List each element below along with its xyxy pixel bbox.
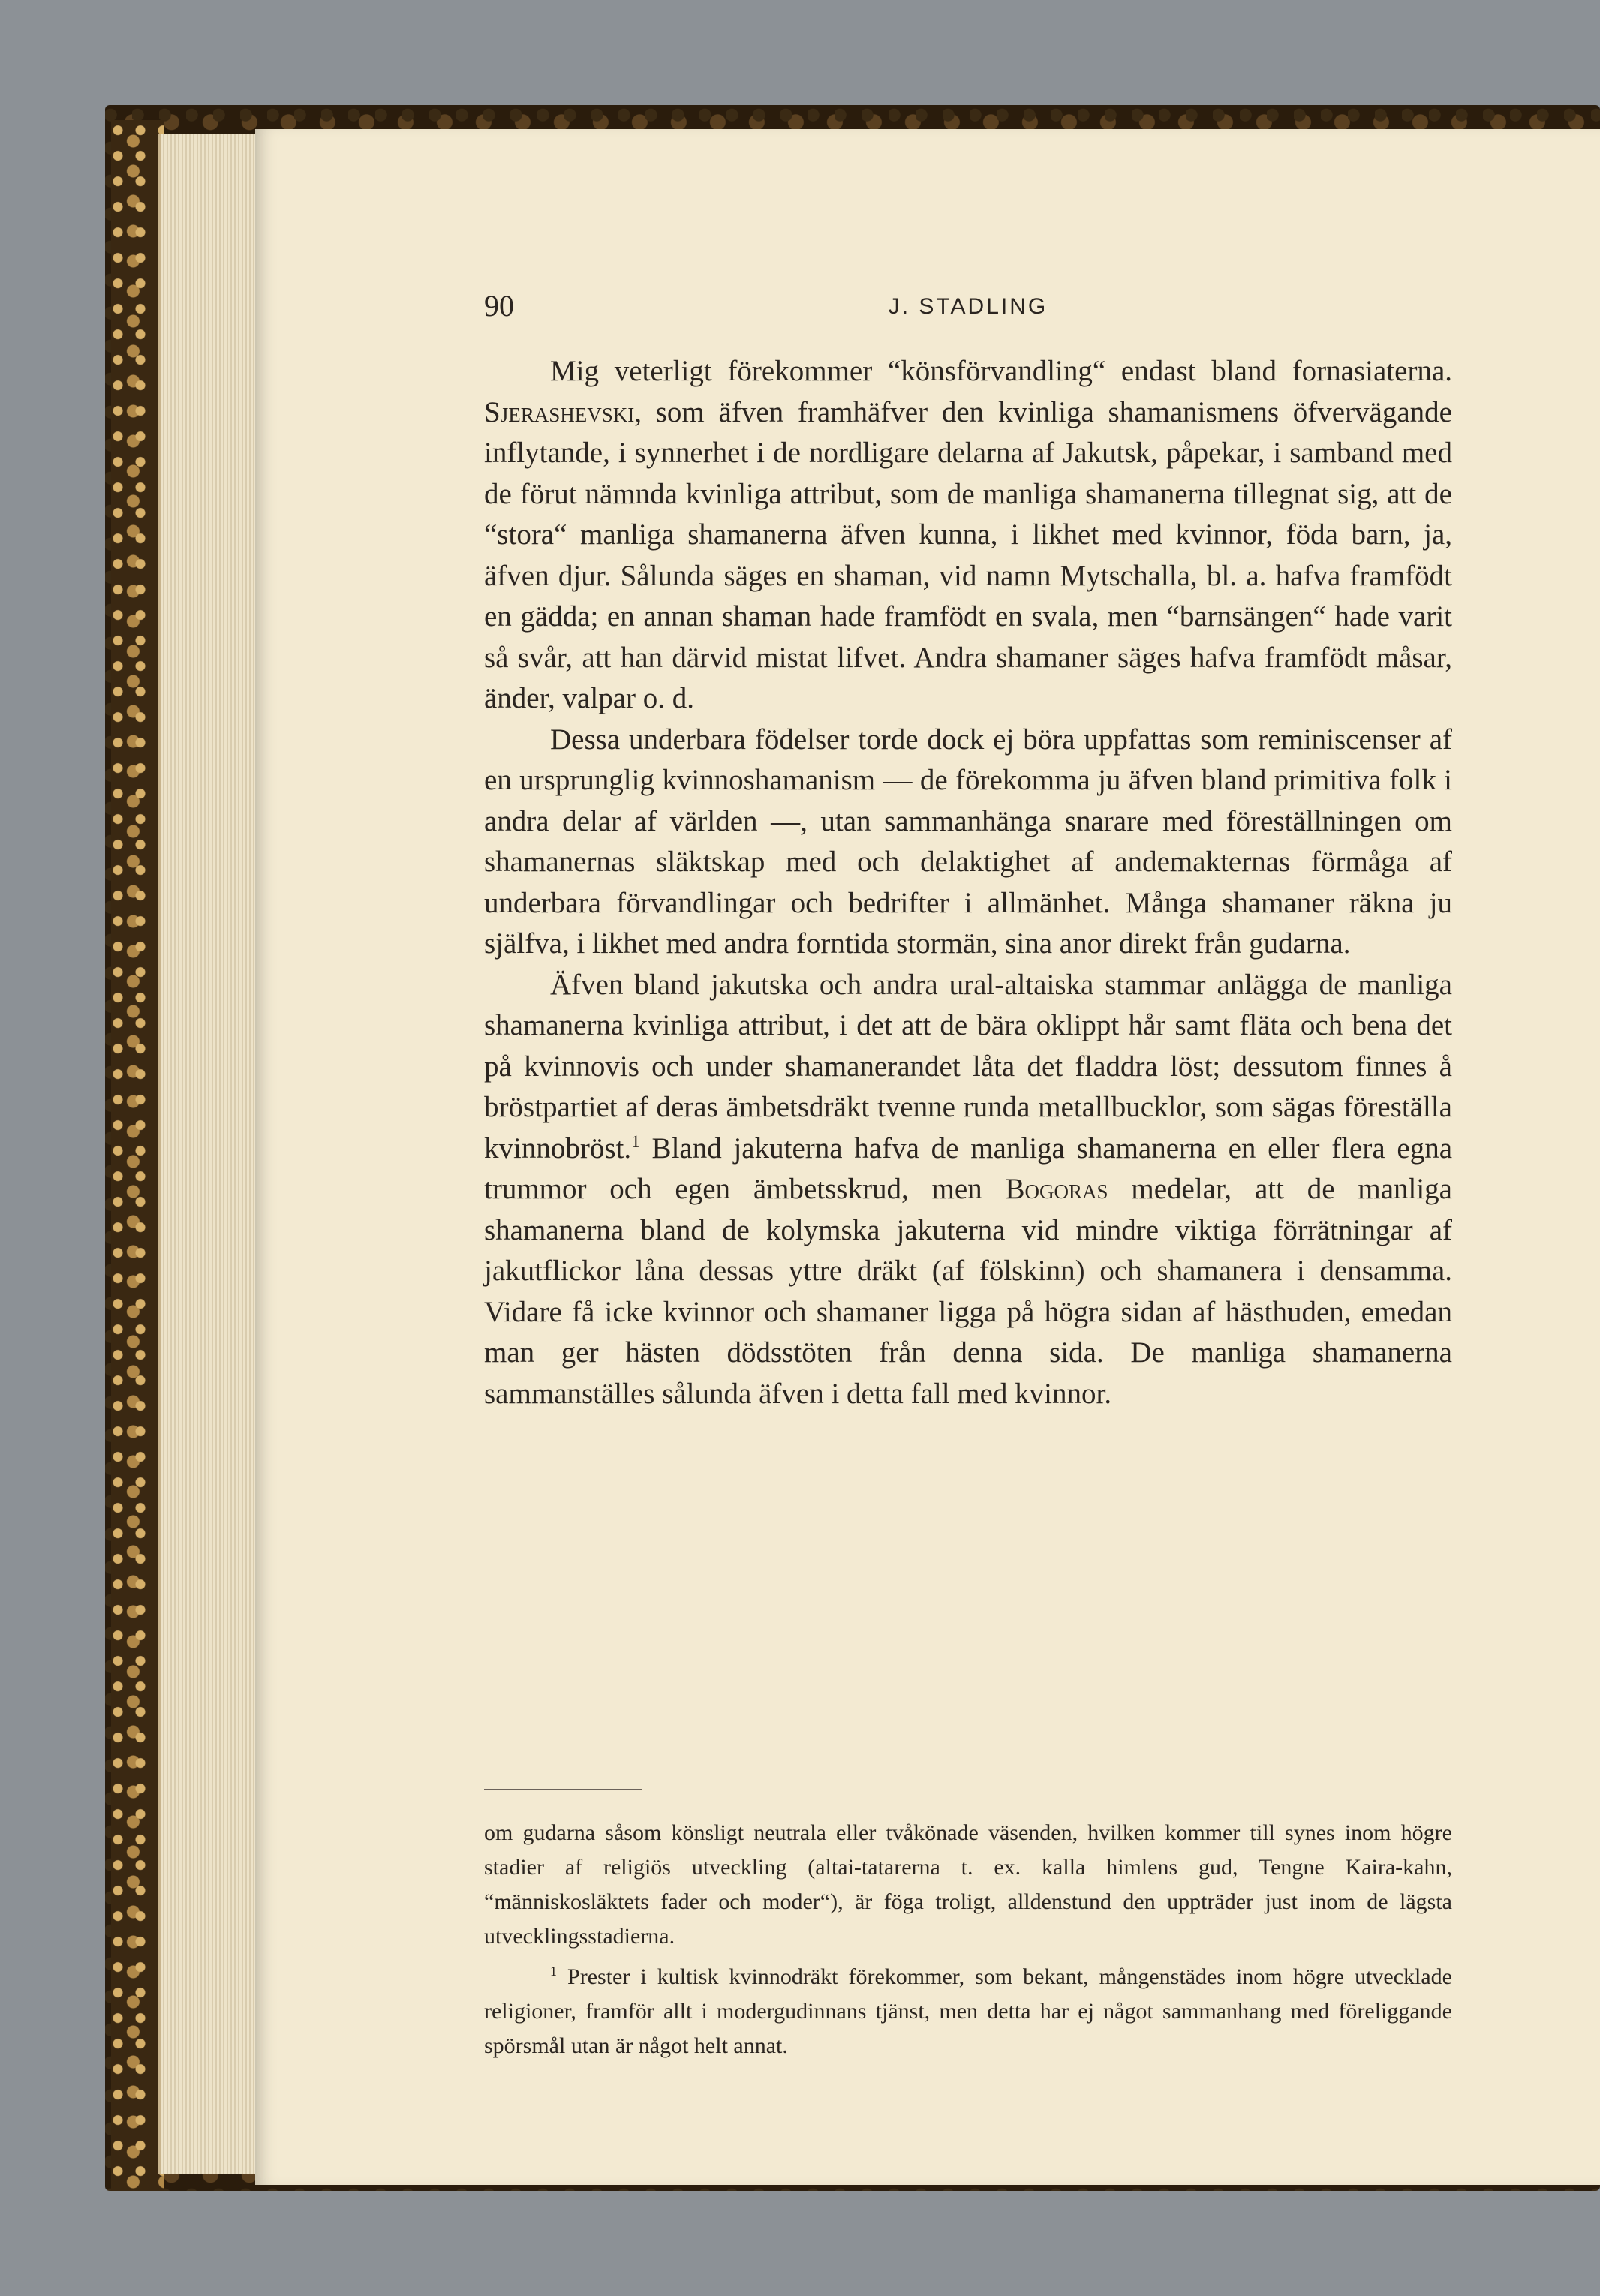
footnotes	[484, 1816, 1452, 2063]
paragraph-3-text-b: Bland jakuterna hafva de manliga shamanerna en eller flera egna trummor och egen ämbetsskrud, men	[484, 1131, 1452, 1205]
author-name-sjerashevski: Sjerashevski	[484, 395, 635, 428]
paragraph-2: Dessa underbara födelser torde dock ej böra uppfattas som reminiscenser af en ursprunglig kvinnoshamanism — de förekomma ju äfven bland primitiva folk i andra delar af världen —, utan sammanhänga snarare med föreställningen om shamanernas släktskap med och delaktighet af andemakternas förmåga af underbara förvandlingar och bedrifter i allmänhet. Många shamaner räkna ju själfva, i likhet med andra forntida stormän, sina anor direkt från gudarna.	[484, 723, 1452, 960]
running-head	[484, 288, 1452, 333]
author-name-bogoras: Bogoras	[1005, 1173, 1108, 1205]
footnote-reference: 1	[631, 1131, 640, 1152]
footnote-1-text: Prester i kultisk kvinnodräkt förekommer, som bekant, mångenstädes inom högre utvecklade religioner, framför allt i modergudinnans tjänst, men detta har ej något sammanhang med föreliggande spörsmål utan är något helt annat.	[484, 1964, 1452, 2058]
running-title: J. STADLING	[888, 294, 1048, 319]
paragraph-1	[484, 351, 1452, 720]
body-text	[484, 351, 1452, 1414]
footnote-1-mark: 1	[550, 1964, 557, 1979]
paragraph-1-text-b: , som äfven framhäfver den kvinliga shamanismens öfvervägande inflytande, i synnerhet i de nordligare delarna af Jakutsk, påpekar, i samband med de förut nämnda kvinliga attribut, som de manliga shamanerna tillegnat sig, att de “stora“ manliga shamanerna äfven kunna, i likhet med kvinnor, föda barn, ja, äfven djur. Sålunda säges en shaman, vid namn Mytschalla, bl. a. hafva framfödt en gädda; en annan shaman hade framfödt en svala, men “barnsängen“ hade varit så svår, att han därvid mistat lifvet. Andra shamaner säges hafva framfödt måsar, änder, valpar o. d.	[484, 395, 1452, 714]
paragraph-1-text-a: Mig veterligt förekommer “könsförvandling“ endast bland fornasiaterna.	[550, 355, 1452, 387]
paragraph-3-text-c: medelar, att de manliga shamanerna bland de kolymska jakuterna vid mindre viktiga förrätningar af jakutflickor låna dessas yttre dräkt (af fölskinn) och shamanera i densamma. Vidare få icke kvinnor och shamaner ligga på högra sidan af hästhuden, emedan man ger hästen dödsstöten från denna sida. De manliga shamanerna sammanställes sålunda äfven i detta fall med kvinnor.	[484, 1173, 1452, 1410]
footnote-rule	[484, 1789, 642, 1790]
page-number: 90	[484, 289, 514, 323]
paragraph-3	[484, 965, 1452, 1415]
footnote-1	[484, 1960, 1452, 2063]
marbled-cover-edge	[111, 120, 164, 2191]
paragraph-3-text-a: Äfven bland jakutska och andra ural-altaiska stammar anlägga de manliga shamanerna kvinliga attribut, i det att de bära oklippt hår samt fläta och bena det på kvinnovis och under shamanerandet låta det fladdra löst; dessutom finnes å bröstpartiet af deras ämbetsdräkt tvenne runda metallbucklor, som sägas föreställa kvinnobröst.	[484, 968, 1452, 1165]
book-page	[255, 129, 1600, 2185]
footnote-continued: om gudarna såsom könsligt neutrala eller tvåkönade väsenden, hvilken kommer till synes inom högre stadier af religiös utveckling (altai-tatarerna t. ex. kalla himlens gud, Tengne Kaira-kahn, “människosläktets fader och moder“), är föga troligt, alldenstund den uppträder just inom de lägsta utvecklingsstadierna.	[484, 1820, 1452, 1949]
